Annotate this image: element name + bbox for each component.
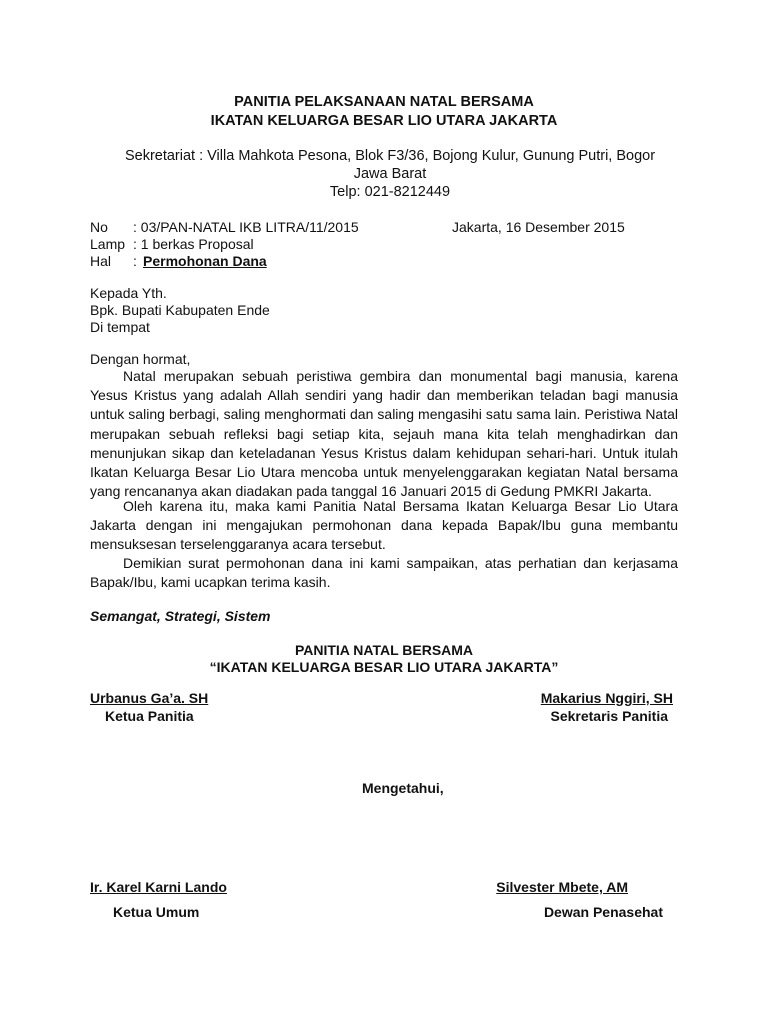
meta-attachment-value: : 1 berkas Proposal xyxy=(133,236,254,252)
meta-number-value: : 03/PAN-NATAL IKB LITRA/11/2015 xyxy=(133,219,359,235)
signatory-secretary-title: Sekretaris Panitia xyxy=(550,708,668,724)
letter-date: Jakarta, 16 Desember 2015 xyxy=(452,219,625,235)
meta-row-attachment xyxy=(90,235,690,252)
secretariat-address-line1: Sekretariat : Villa Mahkota Pesona, Blok F3/36, Bojong Kulur, Gunung Putri, Bogor xyxy=(124,148,656,164)
header-title-line1: PANITIA PELAKSANAAN NATAL BERSAMA xyxy=(234,94,534,110)
recipient-salutation: Kepada Yth. xyxy=(90,285,167,301)
meta-row-subject xyxy=(90,252,690,269)
body-paragraph-3: Demikian surat permohonan dana ini kami sampaikan, atas perhatian dan kerjasama Bapak/Ibu, kami ucapkan terima kasih. xyxy=(90,555,678,591)
signatory-secretary-name: Makarius Nggiri, SH xyxy=(540,690,673,706)
signatory-advisor-title: Dewan Penasehat xyxy=(543,904,663,920)
recipient-name: Bpk. Bupati Kabupaten Ende xyxy=(90,302,270,318)
secretariat-address-line2: Jawa Barat xyxy=(353,166,427,182)
greeting: Dengan hormat, xyxy=(90,351,191,367)
acknowledged-label: Mengetahui, xyxy=(362,780,444,796)
signatory-advisor-name: Silvester Mbete, AM xyxy=(496,879,628,895)
body-paragraph-2: Oleh karena itu, maka kami Panitia Natal Bersama Ikatan Keluarga Besar Lio Utara Jakarta dengan ini mengajukan permohonan dana kepada Bapak/Ibu guna membantu mensuksesan terselenggaranya acara tersebut. xyxy=(90,498,678,553)
meta-row-number xyxy=(90,218,690,235)
committee-name-line2: “IKATAN KELUARGA BESAR LIO UTARA JAKARTA” xyxy=(209,659,559,675)
recipient-location: Di tempat xyxy=(90,319,150,335)
secretariat-phone: Telp: 021-8212449 xyxy=(329,184,451,200)
body-paragraph-1: Natal merupakan sebuah peristiwa gembira dan monumental bagi manusia, karena Yesus Kristus yang adalah Allah sendiri yang hadir dan memberikan teladan bagi manusia untuk saling berbagi, saling menghormati dan saling mengasihi satu sama lain. Peristiwa Natal merupakan sebuah refleksi bagi setiap kita, sejauh mana kita telah menghadirkan dan menunjukan sikap dan keteladanan Yesus Kristus dalam kehidupan sehari-hari. Untuk itulah Ikatan Keluarga Besar Lio Utara mencoba untuk menyelenggarakan kegiatan Natal bersama yang rencananya akan diadakan pada tanggal 16 Januari 2015 di Gedung PMKRI Jakarta. xyxy=(90,368,678,500)
meta-number-label: No xyxy=(90,219,108,235)
signatory-chairman-name: Urbanus Ga’a. SH xyxy=(90,690,209,706)
header-title-line2: IKATAN KELUARGA BESAR LIO UTARA JAKARTA xyxy=(210,113,558,129)
signatory-chairman-title: Ketua Panitia xyxy=(105,708,194,724)
motto: Semangat, Strategi, Sistem xyxy=(90,608,271,624)
signatory-general-chair-name: Ir. Karel Karni Lando xyxy=(90,879,227,895)
signatory-general-chair-title: Ketua Umum xyxy=(113,904,200,920)
meta-attachment-label: Lamp xyxy=(90,236,126,252)
meta-subject-value: Permohonan Dana xyxy=(143,253,267,269)
meta-subject-colon: : xyxy=(133,253,137,269)
meta-subject-label: Hal xyxy=(90,253,112,269)
committee-name-line1: PANITIA NATAL BERSAMA xyxy=(294,642,474,658)
